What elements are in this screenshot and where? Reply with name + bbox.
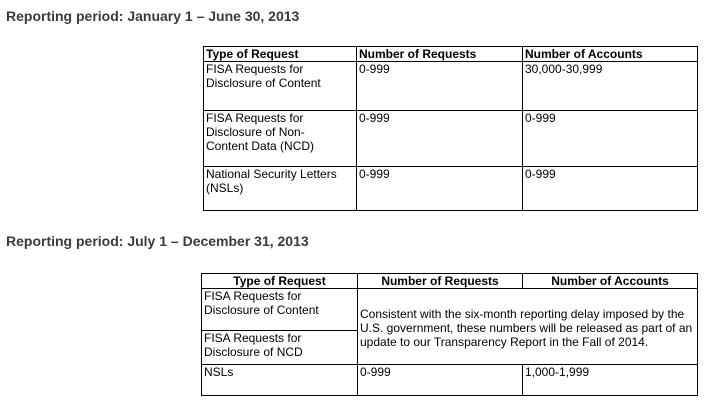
column-header-requests: Number of Requests	[357, 47, 523, 62]
requests-table-period-1	[203, 46, 698, 211]
cell-requests: 0-999	[358, 365, 523, 396]
table-row	[204, 167, 698, 211]
cell-requests: 0-999	[357, 62, 523, 111]
cell-accounts: 30,000-30,999	[523, 62, 698, 111]
reporting-period-heading-2: Reporting period: July 1 – December 31, 2013	[6, 233, 309, 249]
table-row	[202, 289, 698, 331]
column-header-requests: Number of Requests	[358, 274, 523, 289]
cell-accounts: 1,000-1,999	[523, 365, 698, 396]
column-header-accounts: Number of Accounts	[523, 274, 698, 289]
cell-accounts: 0-999	[523, 167, 698, 211]
column-header-type: Type of Request	[204, 47, 357, 62]
cell-type: FISA Requests for Disclosure of Content	[204, 62, 357, 111]
table-row	[204, 62, 698, 111]
cell-requests: 0-999	[357, 167, 523, 211]
cell-type: FISA Requests for Disclosure of NCD	[202, 331, 358, 365]
cell-type: National Security Letters (NSLs)	[204, 167, 357, 211]
table-row	[202, 365, 698, 396]
requests-table-period-2	[201, 273, 698, 396]
cell-requests: 0-999	[357, 111, 523, 167]
cell-type: FISA Requests for Disclosure of Non- Content Data (NCD)	[204, 111, 357, 167]
table-row	[204, 111, 698, 167]
cell-type: FISA Requests for Disclosure of Content	[202, 289, 358, 331]
cell-accounts: 0-999	[523, 111, 698, 167]
column-header-accounts: Number of Accounts	[523, 47, 698, 62]
reporting-period-heading-1: Reporting period: January 1 – June 30, 2013	[6, 8, 300, 24]
cell-type: NSLs	[202, 365, 358, 396]
column-header-type: Type of Request	[202, 274, 358, 289]
merged-delay-note: Consistent with the six-month reporting delay imposed by the U.S. government, these numbers will be released as part of an update to our Transparency Report in the Fall of 2014.	[358, 289, 698, 365]
